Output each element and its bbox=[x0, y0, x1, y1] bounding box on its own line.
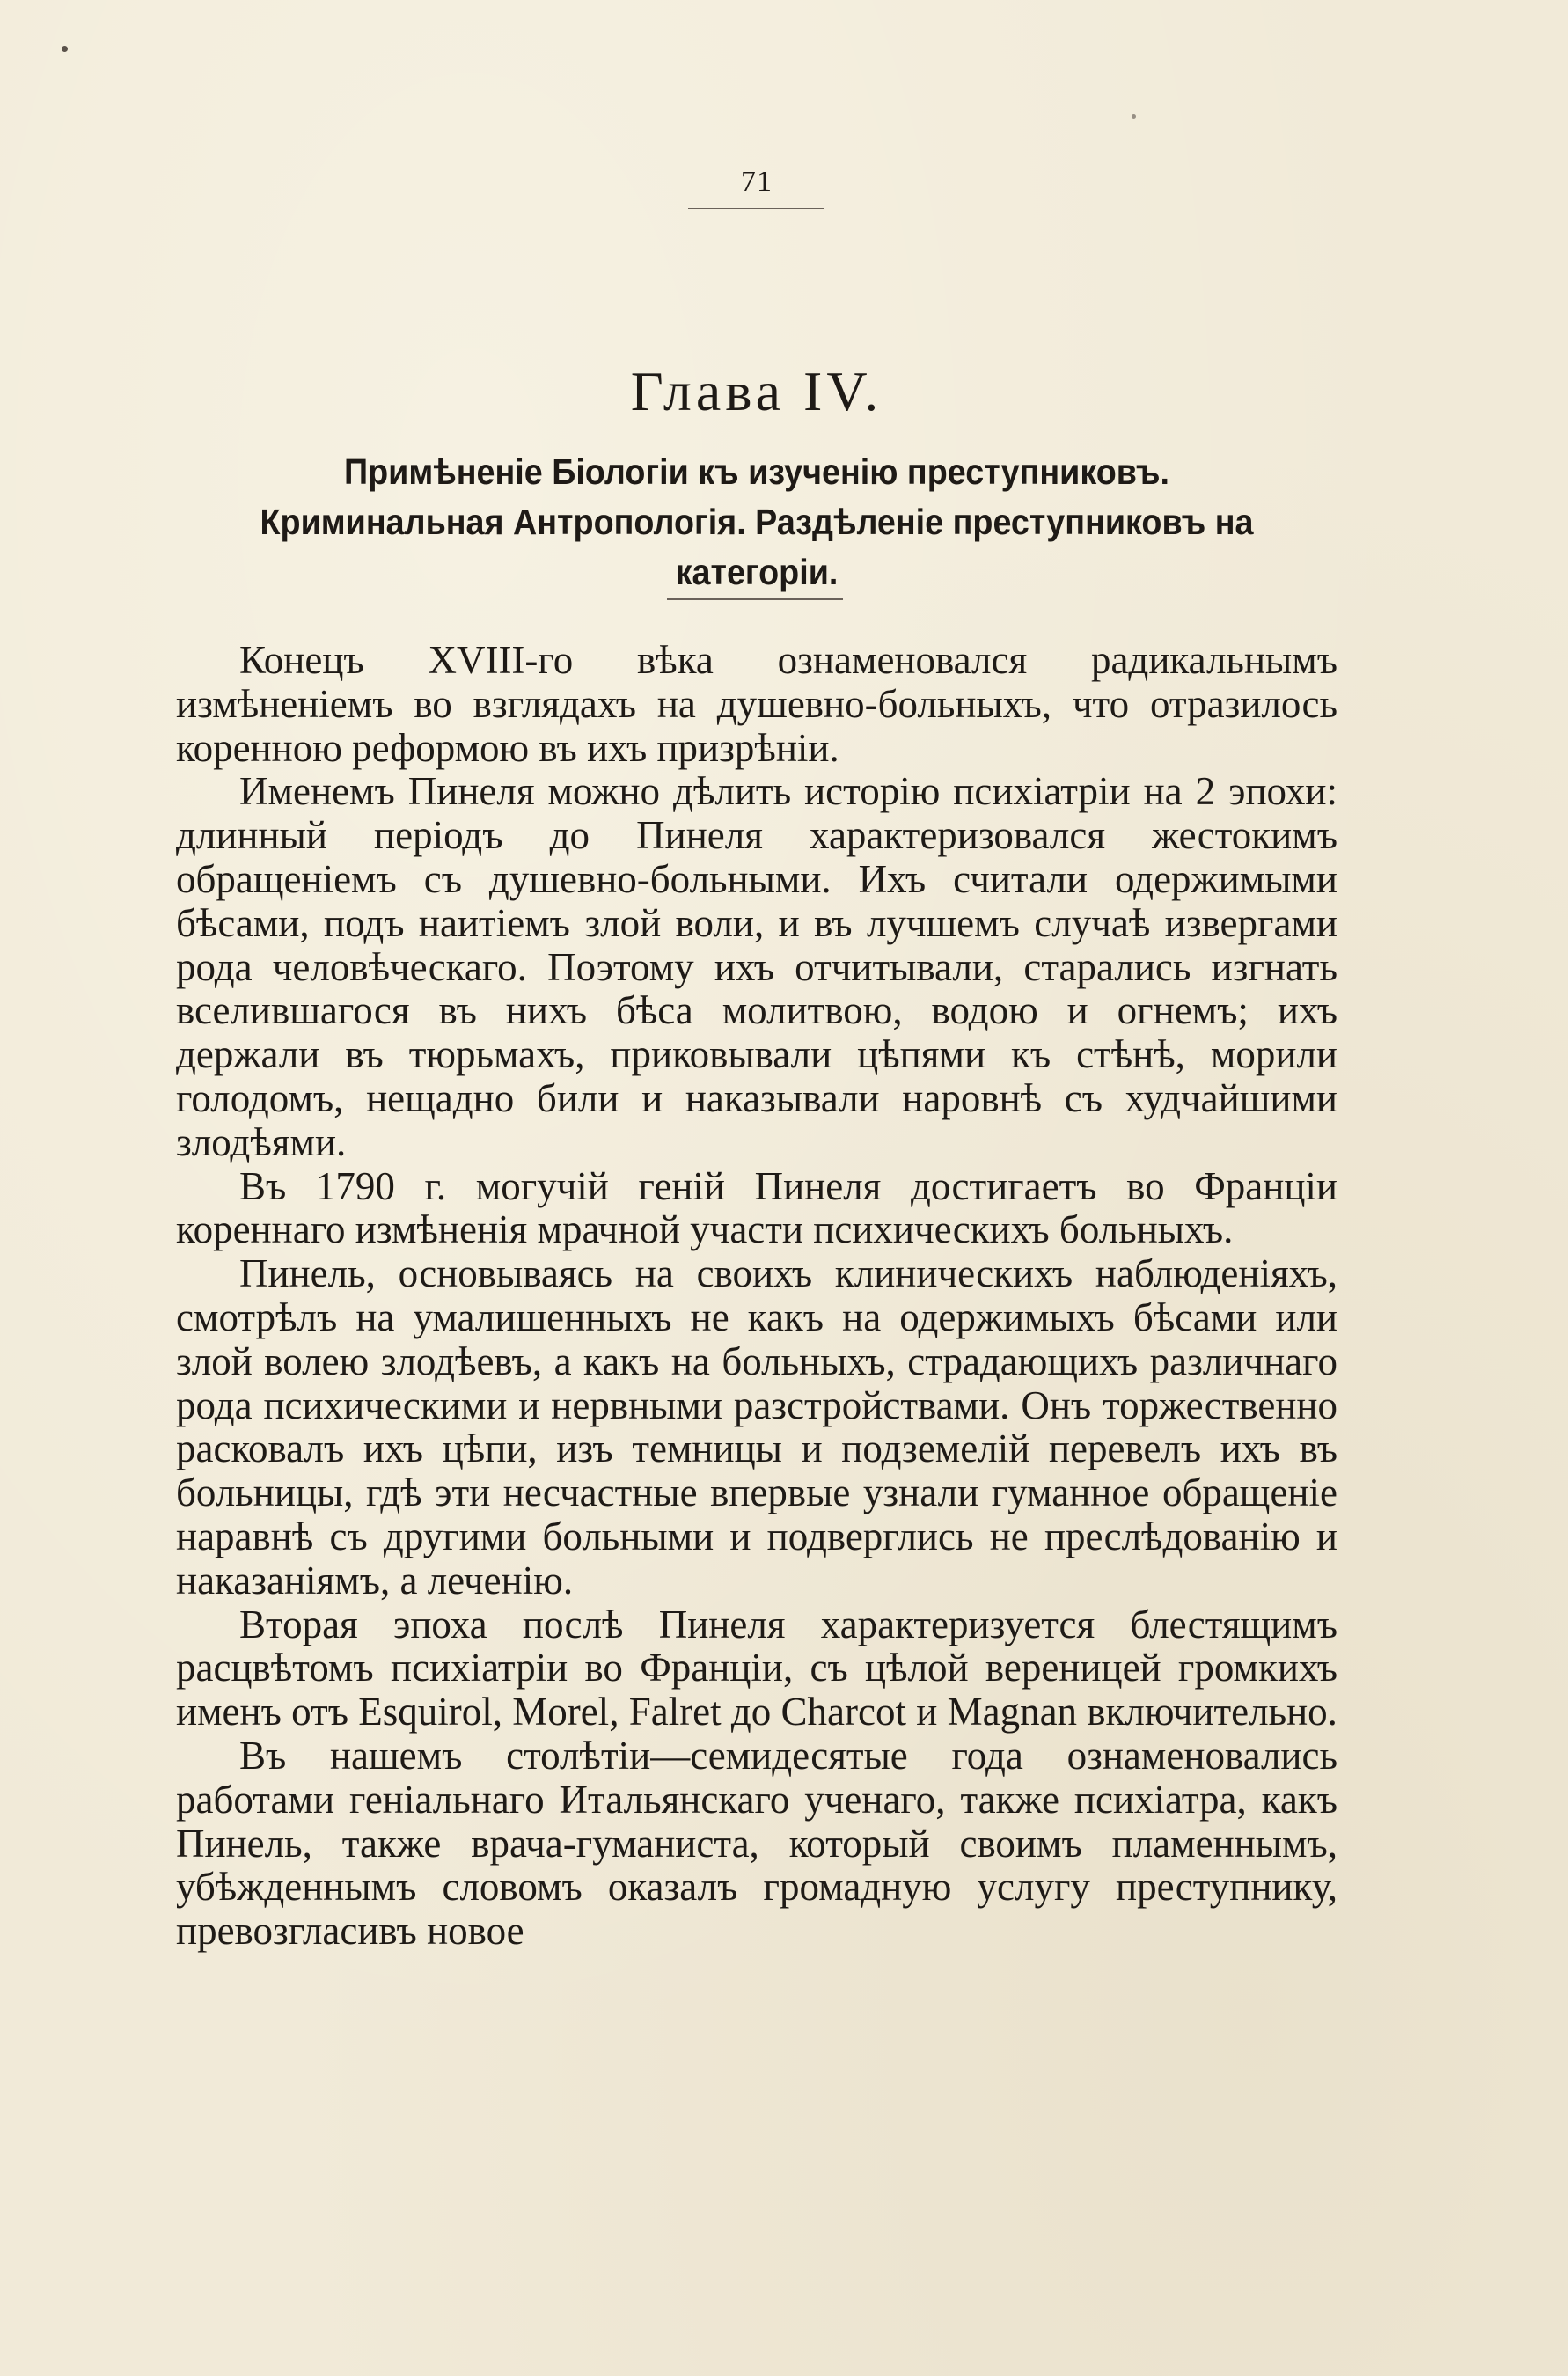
chapter-title: Глава IV. bbox=[630, 360, 883, 422]
paragraph: Въ 1790 г. могучій геній Пинеля достигаетъ во Франціи кореннаго измѣненія мрачной участи психическихъ больныхъ. bbox=[176, 1163, 1337, 1252]
paragraph: Въ нашемъ столѣтіи—семидесятые года ознаменовались работами геніальнаго Итальянскаго ученаго, также психіатра, какъ Пинель, также врача-гуманиста, который своимъ пламеннымъ, убѣжденнымъ словомъ оказалъ громадную услугу преступнику, превозгласивъ новое bbox=[176, 1733, 1337, 1954]
paragraph: Именемъ Пинеля можно дѣлить исторію психіатріи на 2 эпохи: длинный періодъ до Пинеля характеризовался жестокимъ обращеніемъ съ душевно-больными. Ихъ считали одержимыми бѣсами, подъ наитіемъ злой воли, и въ лучшемъ случаѣ извергами рода человѣческаго. Поэтому ихъ отчитывали, старались изгнать вселившагося въ нихъ бѣса молитвою, водою и огнемъ; ихъ держали въ тюрьмахъ, приковывали цѣпями къ стѣнѣ, морили голодомъ, нещадно били и наказывали наровнѣ съ худчайшими злодѣями. bbox=[176, 769, 1337, 1164]
paragraph: Вторая эпоха послѣ Пинеля характеризуется блестящимъ расцвѣтомъ психіатріи во Франціи, съ цѣлой вереницей громкихъ именъ отъ Esquirol, Morel, Falret до Charcot и Magnan включительно. bbox=[176, 1602, 1337, 1734]
ink-speck bbox=[1132, 114, 1136, 119]
page-number: 71 bbox=[741, 165, 773, 198]
ink-speck bbox=[62, 46, 68, 52]
chapter-subtitle: Примѣненіе Біологіи къ изученію преступниковъ. Криминальная Антропологія. Раздѣленіе преступниковъ на категоріи. bbox=[260, 451, 1254, 592]
title-rule bbox=[667, 598, 843, 600]
paragraph: Конецъ XVIII-го вѣка ознаменовался радикальнымъ измѣненіемъ во взглядахъ на душевно-больныхъ, что отразилось коренною реформою въ ихъ призрѣніи. bbox=[176, 638, 1337, 770]
paragraph: Пинель, основываясь на своихъ клиническихъ наблюденіяхъ, смотрѣлъ на умалишенныхъ не какъ на одержимыхъ бѣсами или злой волею злодѣевъ, а какъ на больныхъ, страдающихъ различнаго рода психическими и нервными разстройствами. Онъ торжественно расковалъ ихъ цѣпи, изъ темницы и подземелій перевелъ ихъ въ больницы, гдѣ эти несчастные впервые узнали гуманное обращеніе наравнѣ съ другими больными и подверглись не преслѣдованію и наказаніямъ, а леченію. bbox=[176, 1251, 1337, 1602]
page-number-rule bbox=[688, 208, 824, 209]
body-text bbox=[176, 639, 1337, 1954]
